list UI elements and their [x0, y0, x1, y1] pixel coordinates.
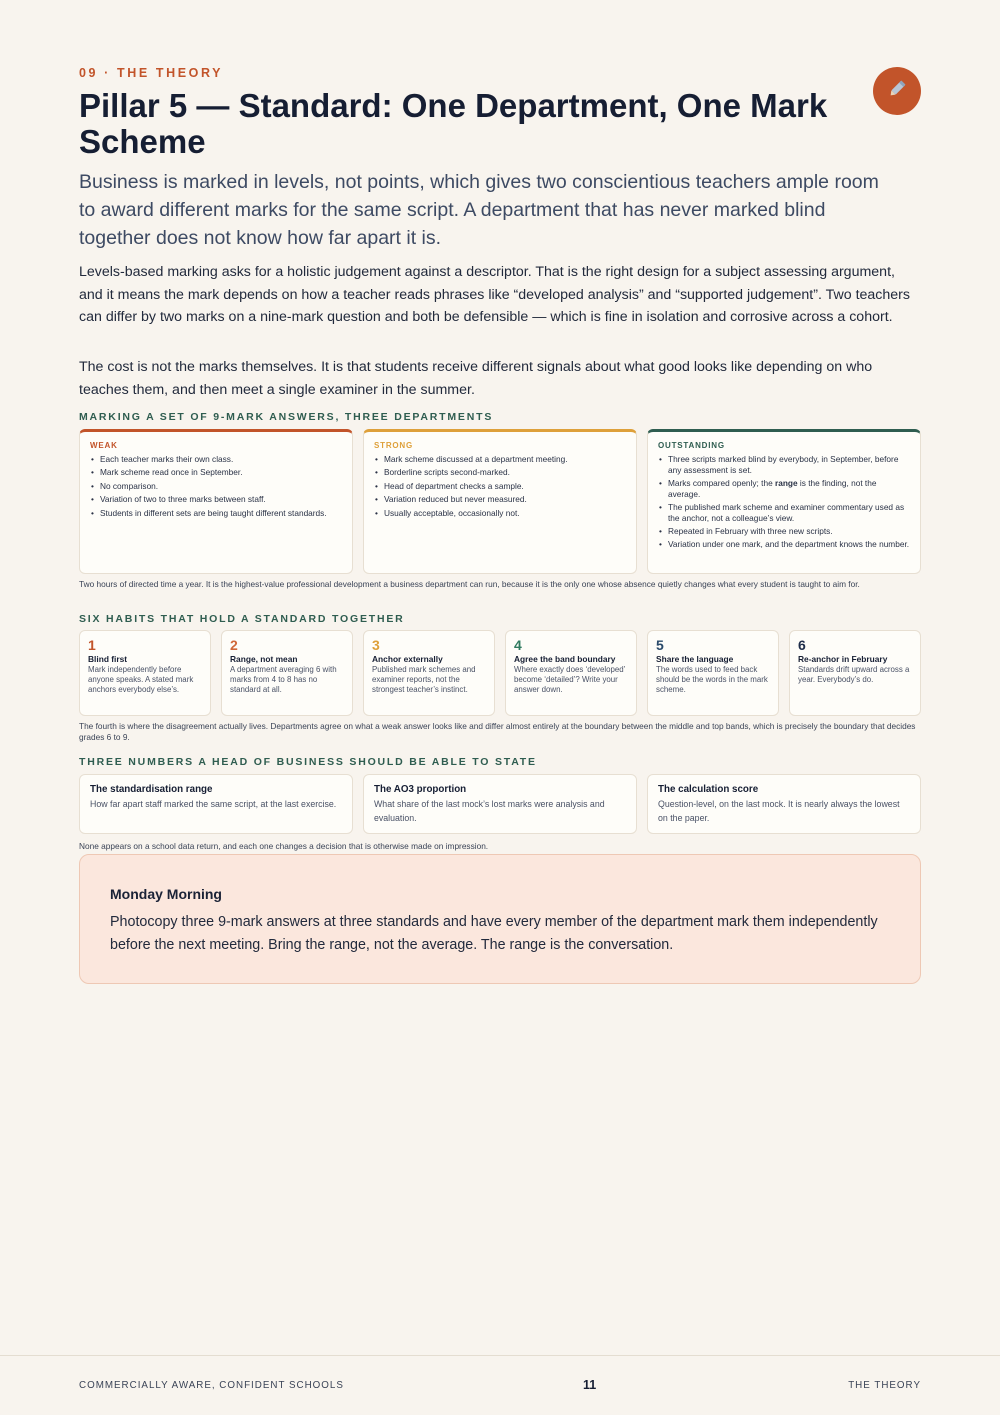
list-item: • Mark scheme read once in September. [90, 467, 342, 478]
callout-text: Photocopy three 9-mark answers at three standards and have every member of the department mark them independently before the next meeting. Bring the range, not the average. The range is the conversation. [110, 914, 878, 953]
list-item: • The published mark scheme and examiner commentary used as the anchor, not a colleague’s view. [658, 502, 910, 523]
number-title: The calculation score [658, 784, 759, 795]
list-item: • Variation of two to three marks between staff. [90, 494, 342, 505]
number-title: The standardisation range [90, 784, 213, 795]
list-item: • Borderline scripts second-marked. [374, 467, 626, 478]
habit-card-2 [221, 630, 353, 716]
number-text: What share of the last mock’s lost marks were analysis and evaluation. [374, 799, 605, 823]
body-paragraph-2: The cost is not the marks themselves. It is that students receive different signals about what good looks like depending on who teaches them, and then meet a single examiner in the summer. [79, 359, 873, 398]
comparison-list [90, 454, 342, 518]
list-item: • Students in different sets are being taught different standards. [90, 508, 342, 519]
list-item: • Each teacher marks their own class. [90, 454, 342, 465]
lede-paragraph: Business is marked in levels, not points, which gives two conscientious teachers ample room to award different marks for the same script. A department that has never marked blind together does not know how far apart it is. [79, 171, 879, 249]
habit-text: Where exactly does ‘developed’ become ‘detailed’? Write your answer down. [514, 665, 626, 695]
footer-section: THE THEORY [848, 1380, 921, 1391]
comparison-card-strong [363, 429, 637, 574]
habits-note: The fourth is where the disagreement actually lives. Departments agree on what a weak answer looks like and differ almost entirely at the boundary between the middle and top bands, which is precisely the boundary that decides grades 6 to 9. [79, 721, 916, 742]
habit-card-5 [647, 630, 779, 716]
habits-heading: SIX HABITS THAT HOLD A STANDARD TOGETHER [79, 613, 405, 625]
pencil-icon [886, 78, 908, 105]
habit-card-3 [363, 630, 495, 716]
habit-number: 4 [514, 637, 522, 653]
habit-number: 3 [372, 637, 380, 653]
number-text: How far apart staff marked the same script, at the last exercise. [90, 799, 337, 809]
list-item: • Three scripts marked blind by everybody, in September, before any assessment is set. [658, 454, 910, 475]
comparison-label: OUTSTANDING [658, 441, 725, 450]
list-item: • Usually acceptable, occasionally not. [374, 508, 626, 519]
habit-title: Range, not mean [230, 654, 298, 664]
habit-card-6 [789, 630, 921, 716]
section-badge [873, 67, 921, 115]
page-number: 11 [583, 1378, 597, 1392]
comparison-card-weak [79, 429, 353, 574]
list-item: • Mark scheme discussed at a department meeting. [374, 454, 626, 465]
comparison-list [658, 454, 910, 550]
habit-number: 5 [656, 637, 664, 653]
callout-title: Monday Morning [110, 886, 222, 902]
comparison-list [374, 454, 626, 518]
numbers-heading: THREE NUMBERS A HEAD OF BUSINESS SHOULD BE ABLE TO STATE [79, 756, 537, 768]
habit-title: Share the language [656, 654, 734, 664]
comparison-label: STRONG [374, 441, 414, 450]
habit-text: Published mark schemes and examiner reports, not the strongest teacher’s instinct. [372, 665, 476, 695]
comparison-heading: MARKING A SET OF 9-MARK ANSWERS, THREE DEPARTMENTS [79, 411, 494, 423]
habit-text: A department averaging 6 with marks from 4 to 8 has no standard at all. [230, 665, 337, 695]
list-item: • Head of department checks a sample. [374, 481, 626, 492]
page-footer [0, 1355, 1000, 1415]
page-title: Pillar 5 — Standard: One Department, One Mark Scheme [79, 87, 828, 160]
habit-title: Re-anchor in February [798, 654, 888, 664]
habit-card-1 [79, 630, 211, 716]
monday-morning-callout [79, 854, 921, 984]
habit-text: Mark independently before anyone speaks. A stated mark anchors everybody else’s. [88, 665, 194, 695]
comparison-card-outstanding [647, 429, 921, 574]
comparison-note: Two hours of directed time a year. It is the highest-value professional development a business department can run, because it is the only one whose absence quietly changes what every student is taught to aim for. [79, 579, 860, 589]
number-text: Question-level, on the last mock. It is nearly always the lowest on the paper. [658, 799, 900, 823]
body-paragraph-1: Levels-based marking asks for a holistic judgement against a descriptor. That is the right design for a subject assessing argument, and it means the mark depends on how a teacher reads phrases like “developed analysis” and “supported judgement”. Two teachers can differ by two marks on a nine-mark question and both be defensible — which is fine in isolation and corrosive across a cohort. [79, 264, 910, 326]
list-item: • Variation under one mark, and the department knows the number. [658, 539, 910, 550]
emphasis: range [775, 477, 798, 488]
number-card-1 [79, 774, 353, 834]
habit-number: 2 [230, 637, 238, 653]
comparison-label: WEAK [90, 441, 118, 450]
habit-card-4 [505, 630, 637, 716]
list-item: • Marks compared openly; the range is the finding, not the average. [658, 478, 910, 499]
section-eyebrow: 09 · THE THEORY [79, 66, 224, 80]
habit-text: Standards drift upward across a year. Everybody’s do. [798, 665, 910, 685]
habit-number: 6 [798, 637, 806, 653]
footer-publication: COMMERCIALLY AWARE, CONFIDENT SCHOOLS [79, 1380, 344, 1391]
number-title: The AO3 proportion [374, 784, 467, 795]
habit-title: Anchor externally [372, 654, 443, 664]
list-item: • Repeated in February with three new scripts. [658, 526, 910, 537]
habit-number: 1 [88, 637, 96, 653]
number-card-3 [647, 774, 921, 834]
number-card-2 [363, 774, 637, 834]
list-item: • Variation reduced but never measured. [374, 494, 626, 505]
numbers-note: None appears on a school data return, and each one changes a decision that is otherwise made on impression. [79, 841, 489, 851]
habit-title: Blind first [88, 654, 128, 664]
habit-text: The words used to feed back should be the words in the mark scheme. [656, 665, 768, 695]
habit-title: Agree the band boundary [514, 654, 616, 664]
list-item: • No comparison. [90, 481, 342, 492]
